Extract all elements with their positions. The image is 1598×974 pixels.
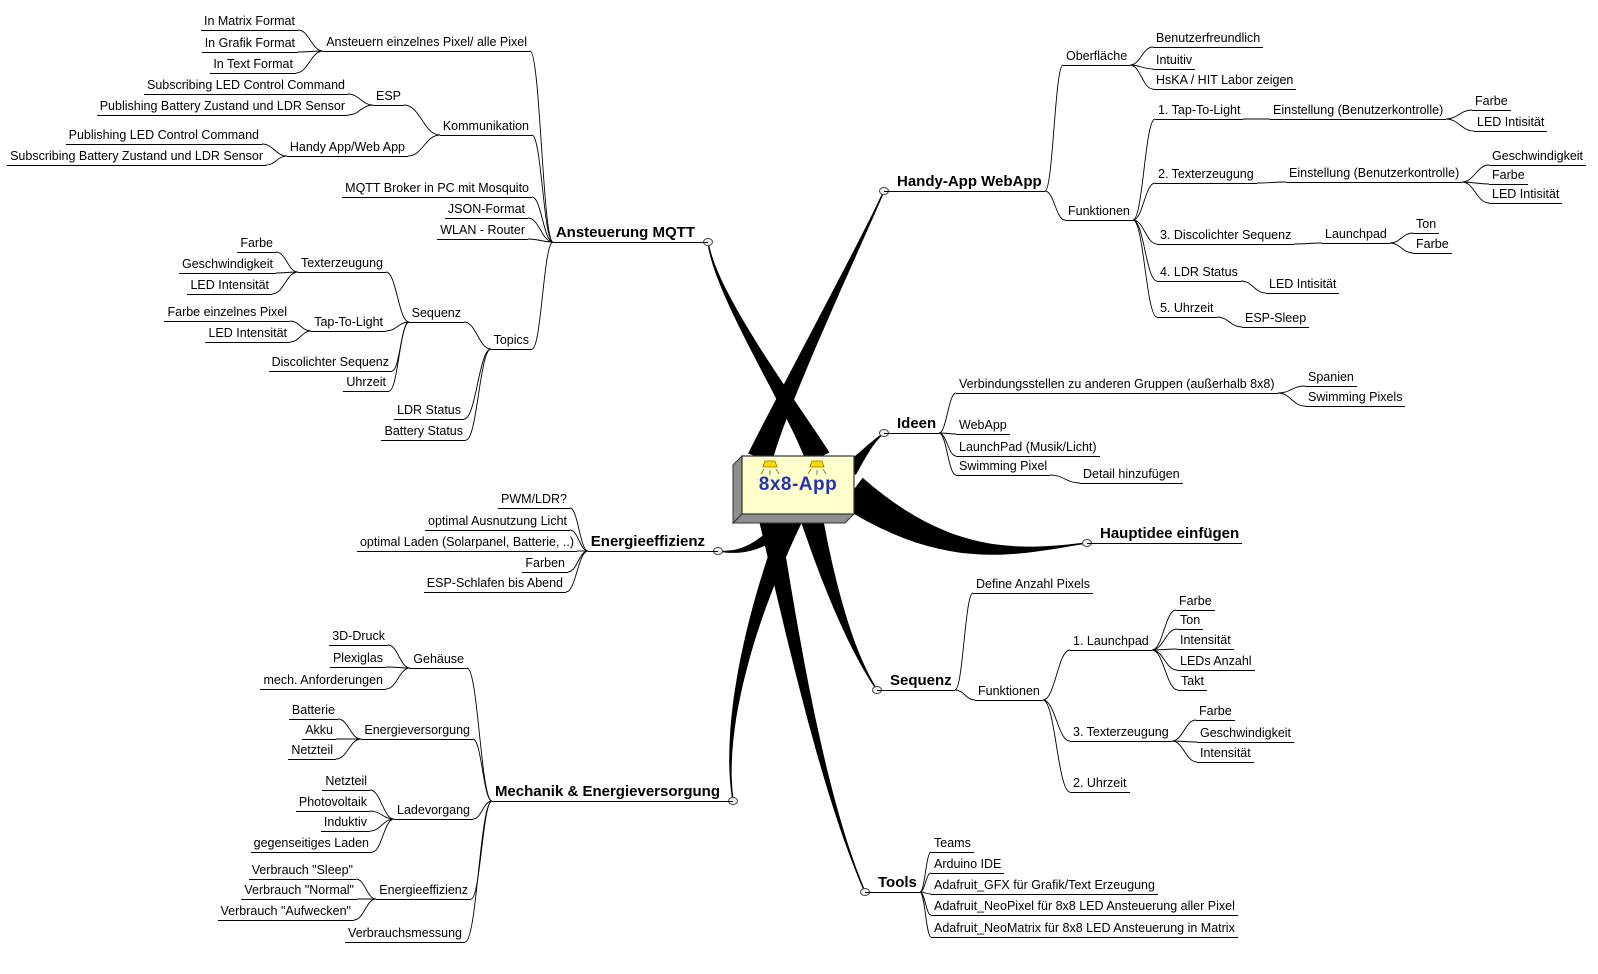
node-h1[interactable]: Oberfläche: [1063, 49, 1130, 66]
node-a6c[interactable]: Battery Status: [381, 424, 466, 441]
node-a2[interactable]: Kommunikation: [440, 119, 532, 136]
node-a6a1a[interactable]: Farbe: [237, 236, 276, 253]
node-a6a1b[interactable]: Geschwindigkeit: [179, 257, 276, 274]
node-me2a[interactable]: Batterie: [289, 703, 338, 720]
node-a6a2a[interactable]: Farbe einzelnes Pixel: [164, 305, 290, 322]
node-me1[interactable]: Gehäuse: [410, 652, 467, 669]
node-a1[interactable]: Ansteuern einzelnes Pixel/ alle Pixel: [323, 35, 530, 52]
node-m8[interactable]: Tools: [865, 874, 920, 893]
node-s2a2[interactable]: Ton: [1177, 613, 1203, 630]
node-h2d1[interactable]: LED Intisität: [1266, 277, 1339, 294]
node-s2a4[interactable]: LEDs Anzahl: [1177, 654, 1255, 671]
node-t4[interactable]: Adafruit_NeoPixel für 8x8 LED Ansteuerung aller Pixel: [931, 899, 1238, 916]
node-a2b[interactable]: Handy App/Web App: [287, 140, 408, 157]
node-t3[interactable]: Adafruit_GFX für Grafik/Text Erzeugung: [931, 878, 1158, 895]
node-h1a[interactable]: Benutzerfreundlich: [1153, 31, 1263, 48]
node-me3c[interactable]: Induktiv: [321, 815, 370, 832]
node-me3d[interactable]: gegenseitiges Laden: [251, 836, 372, 853]
node-h2a[interactable]: 1. Tap-To-Light: [1155, 103, 1243, 120]
node-s2a3[interactable]: Intensität: [1177, 633, 1234, 650]
node-a6a2[interactable]: Tap-To-Light: [311, 315, 386, 332]
node-me1b[interactable]: Plexiglas: [330, 651, 386, 668]
node-e5[interactable]: ESP-Schlafen bis Abend: [424, 576, 566, 593]
node-me4b[interactable]: Verbrauch "Normal": [241, 883, 357, 900]
node-s2[interactable]: Funktionen: [975, 684, 1043, 701]
node-m2[interactable]: Energieeffizienz: [588, 533, 718, 552]
node-h2c1[interactable]: Launchpad: [1322, 227, 1390, 244]
node-a6a[interactable]: Sequenz: [409, 306, 464, 323]
node-s1[interactable]: Define Anzahl Pixels: [973, 577, 1093, 594]
node-a2a2[interactable]: Publishing Battery Zustand und LDR Sensor: [97, 99, 348, 116]
node-a6a1[interactable]: Texterzeugung: [298, 256, 386, 273]
node-e1[interactable]: PWM/LDR?: [498, 492, 570, 509]
node-me3[interactable]: Ladevorgang: [394, 803, 473, 820]
node-h2c1a[interactable]: Ton: [1413, 217, 1439, 234]
node-h2c[interactable]: 3. Discolichter Sequenz: [1157, 228, 1294, 245]
node-t2[interactable]: Arduino IDE: [931, 857, 1004, 874]
node-a5[interactable]: WLAN - Router: [437, 223, 528, 240]
node-i4a[interactable]: Detail hinzufügen: [1080, 467, 1183, 484]
node-me1c[interactable]: mech. Anforderungen: [260, 673, 386, 690]
node-h2e1[interactable]: ESP-Sleep: [1242, 311, 1309, 328]
node-a1a[interactable]: In Matrix Format: [201, 14, 298, 31]
node-a1b[interactable]: In Grafik Format: [202, 36, 298, 53]
node-me3b[interactable]: Photovoltaik: [296, 795, 370, 812]
node-h2c1b[interactable]: Farbe: [1413, 237, 1452, 254]
node-me2[interactable]: Energieversorgung: [361, 723, 473, 740]
node-i2[interactable]: WebApp: [956, 418, 1010, 435]
node-me4a[interactable]: Verbrauch "Sleep": [249, 863, 356, 880]
node-a4[interactable]: JSON-Format: [445, 202, 528, 219]
node-me5[interactable]: Verbrauchsmessung: [345, 926, 465, 943]
node-s2a1[interactable]: Farbe: [1176, 594, 1215, 611]
node-s2c[interactable]: 2. Uhrzeit: [1070, 776, 1130, 793]
node-h2e[interactable]: 5. Uhrzeit: [1157, 301, 1217, 318]
node-h2b1a[interactable]: Geschwindigkeit: [1489, 149, 1586, 166]
node-me2b[interactable]: Akku: [302, 723, 336, 740]
node-me2c[interactable]: Netzteil: [288, 743, 336, 760]
node-a6a3[interactable]: Discolichter Sequenz: [269, 355, 392, 372]
node-s2a[interactable]: 1. Launchpad: [1070, 634, 1152, 651]
node-a6a1c[interactable]: LED Intensität: [187, 278, 272, 295]
node-h2a1[interactable]: Einstellung (Benutzerkontrolle): [1270, 103, 1446, 120]
node-i1a[interactable]: Spanien: [1305, 370, 1357, 387]
node-h2d[interactable]: 4. LDR Status: [1157, 265, 1241, 282]
node-a6a4[interactable]: Uhrzeit: [343, 375, 389, 392]
root-label: 8x8-App: [758, 474, 838, 495]
node-me4c[interactable]: Verbrauch "Aufwecken": [218, 904, 354, 921]
node-me3a[interactable]: Netzteil: [322, 774, 370, 791]
node-i1b[interactable]: Swimming Pixels: [1305, 390, 1405, 407]
node-h1b[interactable]: Intuitiv: [1153, 53, 1195, 70]
node-me1a[interactable]: 3D-Druck: [329, 629, 388, 646]
node-a2a1[interactable]: Subscribing LED Control Command: [144, 78, 348, 95]
node-a6[interactable]: Topics: [491, 333, 532, 350]
node-m1[interactable]: Ansteuerung MQTT: [553, 224, 708, 243]
node-a2b1[interactable]: Publishing LED Control Command: [66, 128, 262, 145]
node-t5[interactable]: Adafruit_NeoMatrix für 8x8 LED Ansteuerung in Matrix: [931, 921, 1238, 938]
node-a6b[interactable]: LDR Status: [394, 403, 464, 420]
node-a3[interactable]: MQTT Broker in PC mit Mosquito: [342, 181, 532, 198]
node-m4[interactable]: Handy-App WebApp: [884, 173, 1045, 192]
node-h2[interactable]: Funktionen: [1065, 204, 1133, 221]
node-s2a5[interactable]: Takt: [1178, 674, 1207, 691]
node-h2b1c[interactable]: LED Intisität: [1489, 187, 1562, 204]
node-e2[interactable]: optimal Ausnutzung Licht: [425, 514, 570, 531]
node-h2b1[interactable]: Einstellung (Benutzerkontrolle): [1286, 166, 1462, 183]
node-s2b2[interactable]: Geschwindigkeit: [1197, 726, 1294, 743]
node-m3[interactable]: Mechanik & Energieversorgung: [492, 783, 733, 802]
node-m6[interactable]: Hauptidee einfügen: [1087, 525, 1242, 544]
node-m7[interactable]: Sequenz: [877, 672, 955, 691]
node-a2b2[interactable]: Subscribing Battery Zustand und LDR Sensor: [7, 149, 266, 166]
node-a2a[interactable]: ESP: [373, 89, 404, 106]
node-a1c[interactable]: In Text Format: [210, 57, 296, 74]
node-h2a1b[interactable]: LED Intisität: [1474, 115, 1547, 132]
node-a6a2b[interactable]: LED Intensität: [205, 326, 290, 343]
node-h2b1b[interactable]: Farbe: [1489, 168, 1528, 185]
node-h1c[interactable]: HsKA / HIT Labor zeigen: [1153, 73, 1296, 90]
node-i3[interactable]: LaunchPad (Musik/Licht): [956, 440, 1100, 457]
node-s2b3[interactable]: Intensität: [1197, 746, 1254, 763]
node-i1[interactable]: Verbindungsstellen zu anderen Gruppen (außerhalb 8x8): [956, 377, 1278, 394]
node-h2a1a[interactable]: Farbe: [1472, 94, 1511, 111]
node-e4[interactable]: Farben: [522, 556, 568, 573]
node-s2b1[interactable]: Farbe: [1196, 704, 1235, 721]
node-m5[interactable]: Ideen: [884, 415, 939, 434]
root-node[interactable]: [742, 456, 854, 514]
node-e3[interactable]: optimal Laden (Solarpanel, Batterie, ..): [357, 535, 577, 552]
node-i4[interactable]: Swimming Pixel: [956, 459, 1050, 476]
node-s2b[interactable]: 3. Texterzeugung: [1070, 725, 1172, 742]
node-me4[interactable]: Energieeffizienz: [376, 883, 471, 900]
node-t1[interactable]: Teams: [931, 836, 974, 853]
node-h2b[interactable]: 2. Texterzeugung: [1155, 167, 1257, 184]
